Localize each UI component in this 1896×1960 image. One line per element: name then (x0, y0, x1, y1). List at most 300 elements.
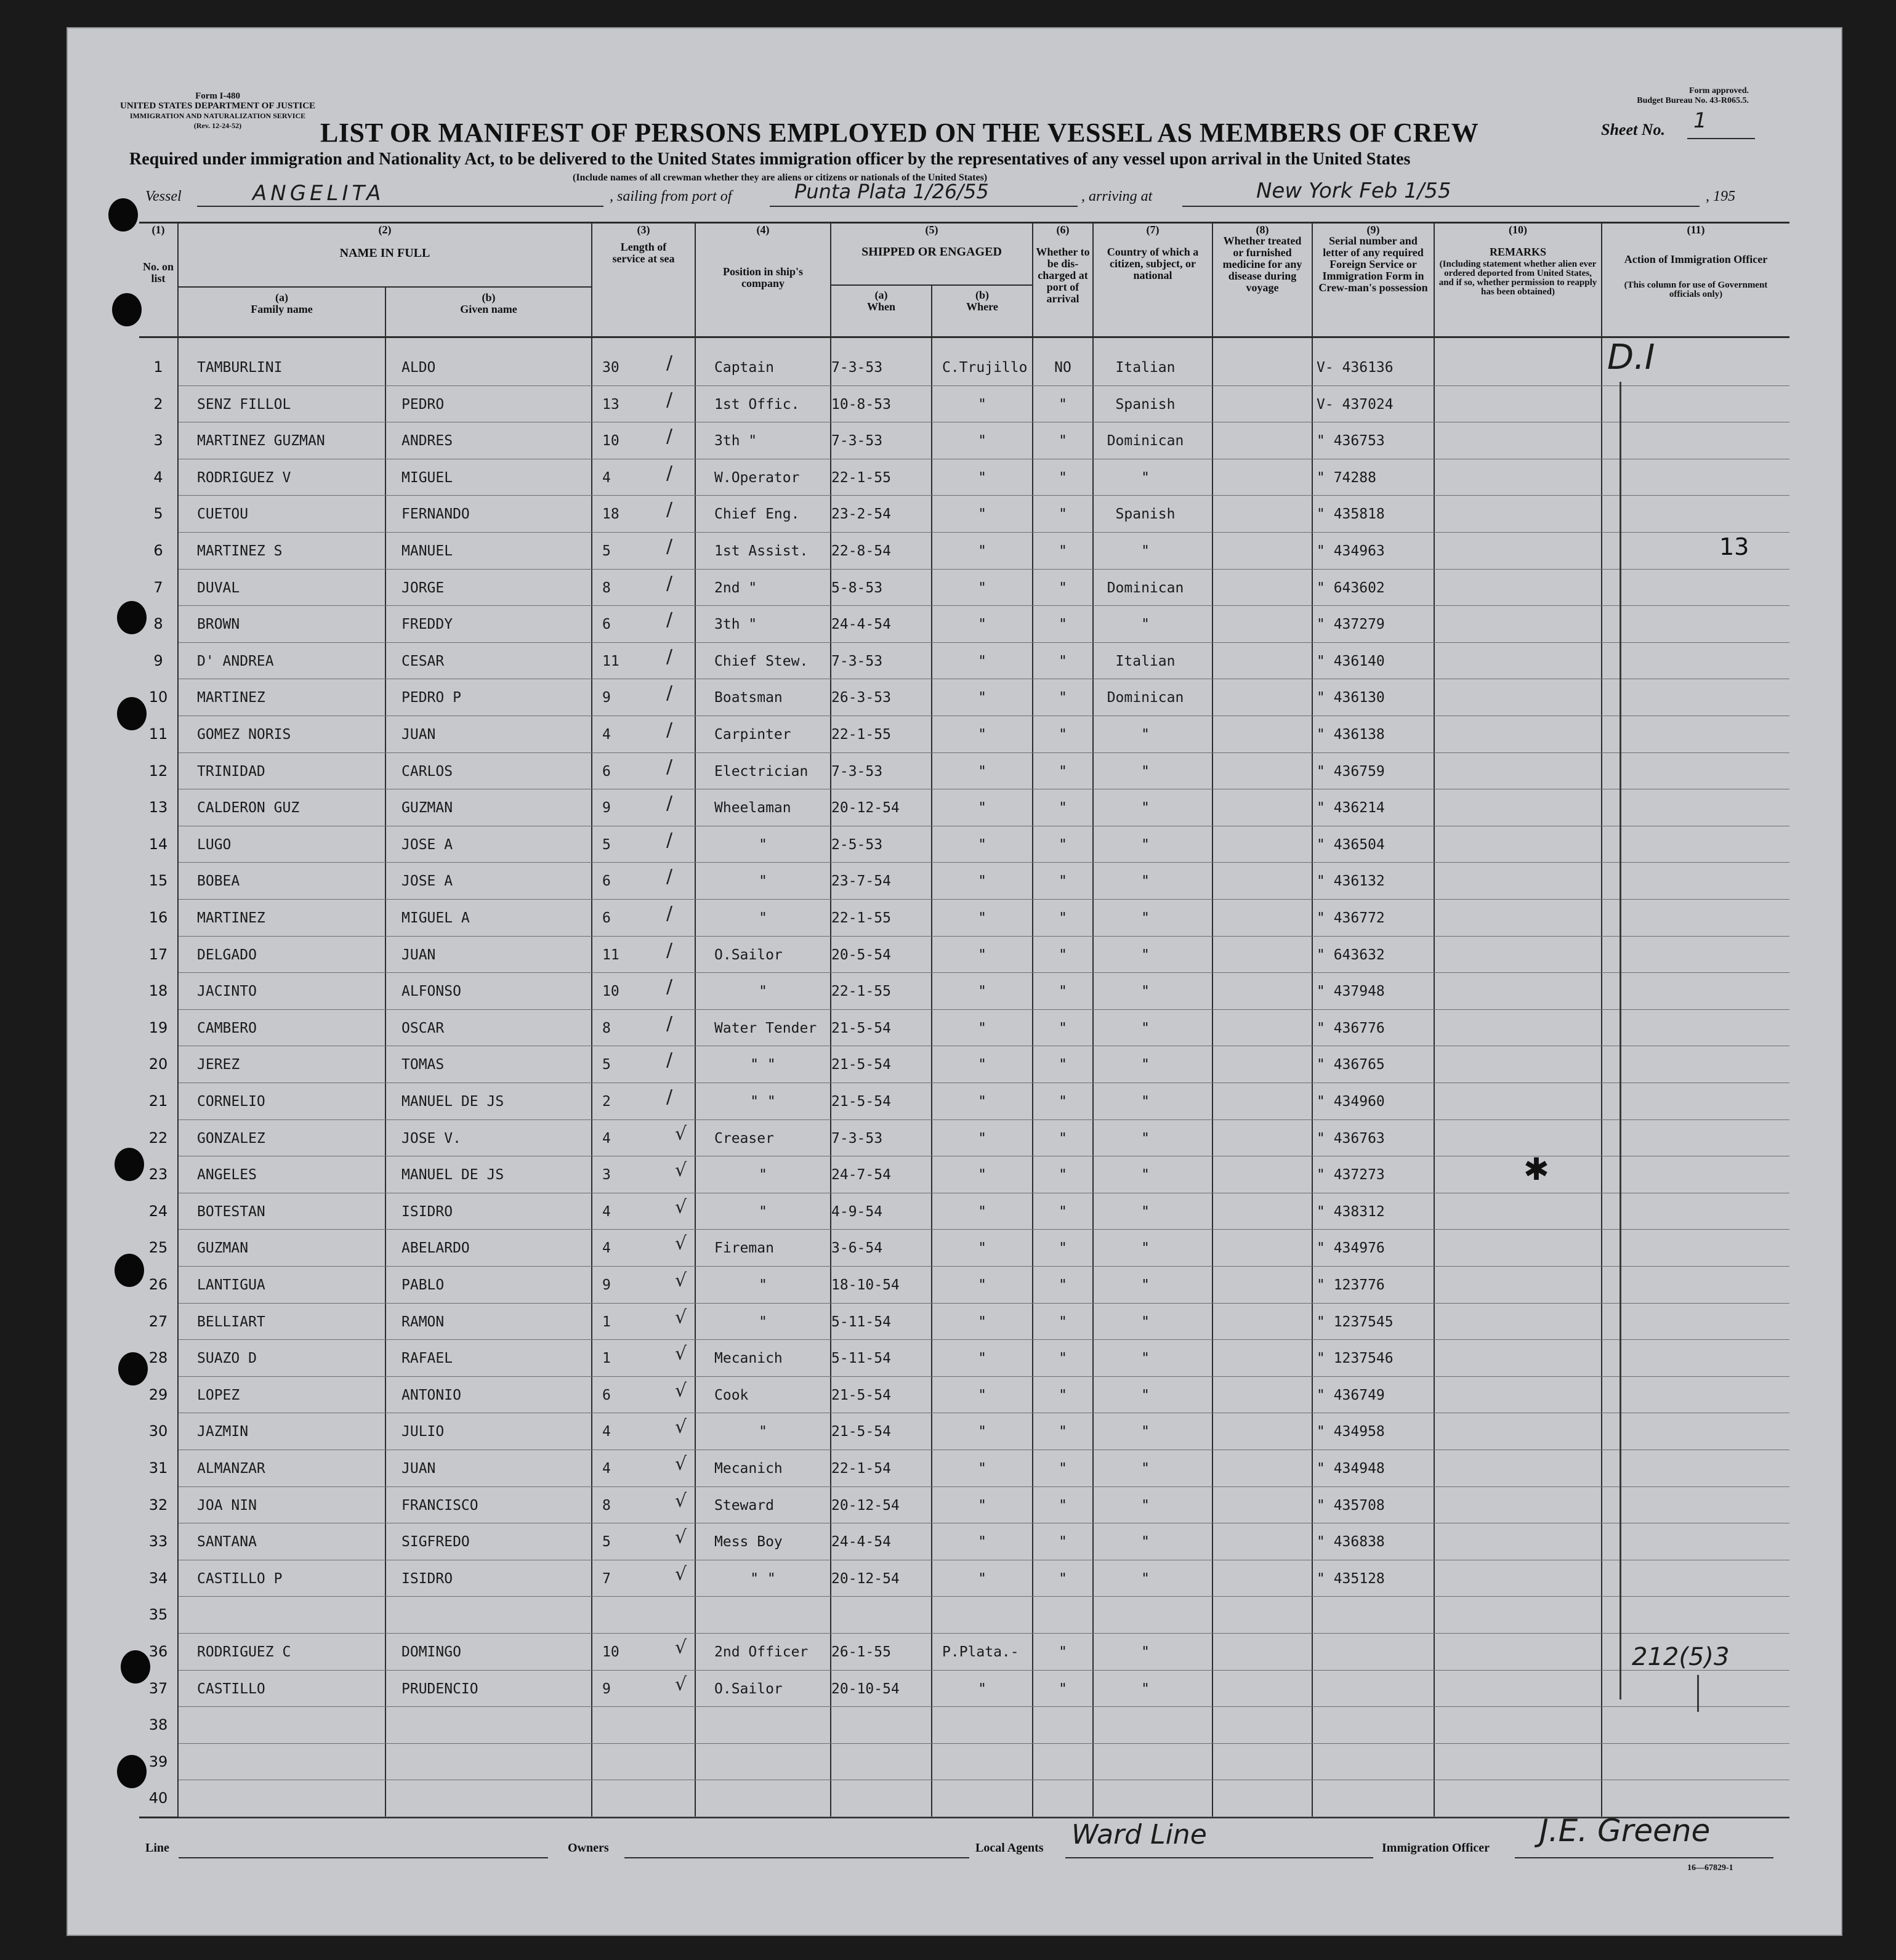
check-mark-icon: √ (675, 1416, 687, 1438)
cell-serial: " 123776 (1317, 1277, 1385, 1293)
col-num: (8) (1256, 224, 1269, 236)
cell-given: DOMINGO (401, 1644, 461, 1660)
cell-when: 7-3-53 (831, 1130, 883, 1147)
cell-given: ALDO (401, 360, 436, 376)
footer-underline (179, 1857, 548, 1858)
cell-dis: " (1059, 1387, 1067, 1403)
cell-len: 1 (602, 1350, 611, 1367)
header-where: (b) Where (966, 289, 998, 313)
check-mark-icon: / (666, 903, 673, 924)
check-mark-icon: / (666, 682, 673, 704)
check-mark-icon: √ (675, 1196, 687, 1218)
cell-where: " (978, 1057, 986, 1073)
check-mark-icon: √ (675, 1453, 687, 1475)
header-action-note: (This column for use of Government officials only) (1624, 280, 1768, 299)
cell-family: JACINTO (197, 983, 257, 1000)
cell-dis: " (1059, 396, 1067, 413)
row-rule (179, 385, 1789, 386)
check-mark-icon: √ (675, 1270, 687, 1291)
cell-given: CARLOS (401, 763, 453, 780)
check-mark-icon: / (666, 425, 673, 448)
cell-where: " (978, 1020, 986, 1036)
punch-hole (108, 198, 138, 232)
row-number: 17 (148, 945, 168, 963)
cell-serial: " 436753 (1317, 433, 1385, 450)
cell-country: " (1141, 1534, 1150, 1551)
cell-country: " (1141, 873, 1150, 890)
cell-when: 20-12-54 (831, 1570, 900, 1587)
cell-family: RODRIGUEZ V (197, 469, 291, 486)
header-length-of-service: Length of service at sea (612, 241, 675, 265)
action-annotation: 212(5)3 (1632, 1643, 1730, 1671)
cell-when: 24-4-54 (831, 1534, 891, 1551)
cell-pos: " " (750, 1570, 776, 1587)
cell-when: 24-4-54 (831, 616, 891, 633)
check-mark-icon: √ (675, 1343, 687, 1365)
row-rule (179, 1486, 1789, 1487)
cell-family: CAMBERO (197, 1020, 257, 1036)
cell-dis: " (1059, 1497, 1067, 1514)
cell-dis: " (1059, 653, 1067, 669)
cell-country: " (1141, 1680, 1150, 1697)
cell-when: 21-5-54 (831, 1387, 891, 1403)
sheet-label: Sheet No. (1601, 121, 1665, 139)
check-mark-icon: √ (675, 1233, 687, 1255)
col-divider (1434, 222, 1435, 1818)
cell-given: RAFAEL (401, 1350, 453, 1367)
cell-dis: " (1059, 946, 1067, 963)
cell-country: " (1141, 1057, 1150, 1073)
row-rule (179, 1743, 1789, 1744)
cell-when: 20-12-54 (831, 800, 900, 817)
cell-given: MIGUEL (401, 469, 453, 486)
cell-country: " (1141, 910, 1150, 926)
cell-pos: Electrician (714, 763, 809, 780)
action-bracket-line (1620, 382, 1621, 1700)
check-mark-icon: / (666, 609, 673, 631)
check-mark-icon: / (666, 939, 673, 961)
cell-given: ANTONIO (401, 1387, 461, 1403)
check-mark-icon: √ (675, 1673, 687, 1695)
cell-len: 5 (602, 1534, 611, 1551)
cell-pos: Cook (714, 1387, 749, 1403)
footer-agents-value: Ward Line (1071, 1819, 1207, 1850)
cell-family: CALDERON GUZ (197, 800, 300, 817)
cell-given: PABLO (401, 1277, 445, 1293)
cell-len: 9 (602, 1680, 611, 1697)
row-number: 19 (148, 1018, 168, 1036)
cell-pos: " " (750, 1094, 776, 1110)
cell-serial: " 436130 (1317, 690, 1385, 706)
cell-when: 20-12-54 (831, 1497, 900, 1514)
cell-where: " (978, 396, 986, 413)
cell-country: " (1141, 800, 1150, 817)
vessel-label: Vessel (145, 188, 182, 204)
cell-serial: V- 437024 (1317, 396, 1394, 413)
check-mark-icon: √ (675, 1563, 687, 1585)
action-count: 13 (1719, 533, 1749, 560)
cell-where: " (978, 1387, 986, 1403)
footer-line-label: Line (145, 1841, 169, 1855)
cell-where: " (978, 1167, 986, 1184)
cell-given: CESAR (401, 653, 445, 669)
row-number: 10 (148, 688, 168, 706)
cell-where: " (978, 1277, 986, 1293)
cell-len: 3 (602, 1167, 611, 1184)
cell-where: " (978, 543, 986, 559)
row-rule (179, 1633, 1789, 1634)
cell-family: GUZMAN (197, 1240, 249, 1257)
cell-given: TOMAS (401, 1057, 445, 1073)
row-rule (179, 899, 1789, 900)
arriving-underline (1182, 206, 1700, 207)
cell-len: 6 (602, 1387, 611, 1403)
footer-officer-label: Immigration Officer (1382, 1841, 1490, 1855)
cell-dis: " (1059, 873, 1067, 890)
cell-dis: " (1059, 690, 1067, 706)
cell-given: JUAN (401, 727, 436, 743)
cell-family: JOA NIN (197, 1497, 257, 1514)
cell-country: " (1141, 836, 1150, 853)
ink-blot: ✱ (1523, 1151, 1549, 1187)
form-identifier: Form I-480 UNITED STATES DEPARTMENT OF JUSTICE IMMIGRATION AND NATURALIZATION SERVICE (Rev. 12-24-52) (120, 91, 316, 130)
cell-family: GOMEZ NORIS (197, 727, 291, 743)
cell-country: " (1141, 1387, 1150, 1403)
cell-family: BOBEA (197, 873, 240, 890)
cell-pos: Mecanich (714, 1350, 783, 1367)
cell-dis: " (1059, 727, 1067, 743)
cell-serial: " 434963 (1317, 543, 1385, 559)
cell-when: 18-10-54 (831, 1277, 900, 1293)
cell-family: BOTESTAN (197, 1203, 265, 1220)
row-number: 29 (148, 1385, 168, 1403)
header-country: Country of which a citizen, subject, or national (1107, 246, 1199, 281)
cell-where: " (978, 763, 986, 780)
cell-dis: " (1059, 1094, 1067, 1110)
cell-serial: " 74288 (1317, 469, 1376, 486)
check-mark-icon: / (666, 536, 673, 557)
cell-serial: " 435708 (1317, 1497, 1385, 1514)
cell-given: ABELARDO (401, 1240, 470, 1257)
cell-country: " (1141, 1020, 1150, 1036)
cell-len: 10 (602, 983, 619, 1000)
cell-serial: " 436140 (1317, 653, 1385, 669)
row-rule (179, 862, 1789, 863)
col-num: (7) (1146, 224, 1160, 236)
cell-len: 4 (602, 1203, 611, 1220)
col-divider (1601, 222, 1602, 1818)
cell-len: 4 (602, 1461, 611, 1477)
cell-family: MARTINEZ GUZMAN (197, 433, 325, 450)
cell-where: " (978, 800, 986, 817)
cell-family: JAZMIN (197, 1424, 249, 1440)
cell-family: LUGO (197, 836, 232, 853)
cell-dis: " (1059, 1313, 1067, 1330)
cell-given: PEDRO (401, 396, 445, 413)
cell-serial: " 434960 (1317, 1094, 1385, 1110)
cell-when: 23-2-54 (831, 506, 891, 523)
cell-given: JUAN (401, 946, 436, 963)
cell-len: 9 (602, 800, 611, 817)
row-number: 16 (148, 909, 168, 926)
cell-where: " (978, 836, 986, 853)
cell-len: 18 (602, 506, 619, 523)
cell-serial: " 434976 (1317, 1240, 1385, 1257)
cell-given: MANUEL (401, 543, 453, 559)
row-rule (179, 495, 1789, 496)
cell-country: " (1141, 1277, 1150, 1293)
cell-where: " (978, 1534, 986, 1551)
cell-given: JOSE A (401, 873, 453, 890)
cell-pos: O.Sailor (714, 1680, 783, 1697)
cell-pos: " (759, 983, 767, 1000)
check-mark-icon: / (666, 389, 673, 411)
cell-serial: " 437273 (1317, 1167, 1385, 1184)
cell-family: CASTILLO (197, 1680, 265, 1697)
cell-dis: " (1059, 983, 1067, 1000)
cell-where: " (978, 946, 986, 963)
cell-len: 5 (602, 543, 611, 559)
cell-country: " (1141, 543, 1150, 559)
col-divider (1312, 222, 1313, 1818)
cell-given: PRUDENCIO (401, 1680, 478, 1697)
cell-family: SANTANA (197, 1534, 257, 1551)
cell-len: 4 (602, 1240, 611, 1257)
form-subtitle: Required under immigration and Nationality Act, to be delivered to the United States immigration officer by the representatives of any vessel upon arrival in the United States (129, 150, 1411, 169)
check-mark-icon: √ (675, 1159, 687, 1182)
cell-pos: Mecanich (714, 1461, 783, 1477)
arriving-label: , arriving at (1081, 188, 1153, 204)
cell-given: GUZMAN (401, 800, 453, 817)
row-rule (179, 569, 1789, 570)
row-number: 28 (148, 1349, 168, 1367)
cell-when: 7-3-53 (831, 653, 883, 669)
col-num: (2) (378, 224, 392, 236)
cell-given: FERNANDO (401, 506, 470, 523)
cell-country: " (1141, 983, 1150, 1000)
check-mark-icon: / (666, 645, 673, 667)
vessel-name: ANGELITA (252, 181, 385, 206)
cell-when: 7-3-53 (831, 433, 883, 450)
cell-family: TAMBURLINI (197, 360, 283, 376)
cell-family: MARTINEZ (197, 690, 265, 706)
cell-where: " (978, 690, 986, 706)
row-number: 9 (153, 651, 163, 669)
cell-where: " (978, 1313, 986, 1330)
sailing-port: Punta Plata 1/26/55 (794, 180, 989, 203)
cell-country: " (1141, 1313, 1150, 1330)
check-mark-icon: / (666, 352, 673, 374)
cell-len: 2 (602, 1094, 611, 1110)
cell-len: 4 (602, 469, 611, 486)
cell-dis: " (1059, 616, 1067, 633)
cell-len: 6 (602, 873, 611, 890)
cell-family: LOPEZ (197, 1387, 240, 1403)
cell-country: " (1141, 1350, 1150, 1367)
cell-country: " (1141, 727, 1150, 743)
check-mark-icon: / (666, 462, 673, 484)
row-number: 20 (148, 1055, 168, 1073)
cell-when: 22-1-55 (831, 910, 891, 926)
cell-given: FREDDY (401, 616, 453, 633)
cell-family: CUETOU (197, 506, 249, 523)
cell-country: " (1141, 1497, 1150, 1514)
cell-pos: Captain (714, 360, 774, 376)
cell-where: P.Plata.- (942, 1644, 1019, 1660)
header-shipped: SHIPPED OR ENGAGED (861, 245, 1002, 259)
cell-when: 21-5-54 (831, 1020, 891, 1036)
cell-serial: " 1237545 (1317, 1313, 1394, 1330)
cell-len: 4 (602, 1424, 611, 1440)
row-number: 12 (148, 762, 168, 780)
cell-serial: " 434958 (1317, 1424, 1385, 1440)
cell-where: " (978, 873, 986, 890)
cell-dis: " (1059, 763, 1067, 780)
row-number: 32 (148, 1496, 168, 1514)
cell-pos: Carpinter (714, 727, 791, 743)
cell-len: 1 (602, 1313, 611, 1330)
cell-dis: " (1059, 1570, 1067, 1587)
cell-when: 5-11-54 (831, 1313, 891, 1330)
check-mark-icon: / (666, 1012, 673, 1034)
check-mark-icon: √ (675, 1490, 687, 1512)
footer-officer-signature: J.E. Greene (1539, 1813, 1711, 1849)
cell-where: " (978, 469, 986, 486)
cell-given: JULIO (401, 1424, 445, 1440)
row-number: 13 (148, 799, 168, 817)
cell-len: 4 (602, 727, 611, 743)
cell-when: 22-8-54 (831, 543, 891, 559)
col-num: (6) (1056, 224, 1070, 236)
cell-given: JOSE A (401, 836, 453, 853)
cell-pos: " (759, 1313, 767, 1330)
header-medicine: Whether treated or furnished medicine for any disease during voyage (1222, 235, 1302, 294)
cell-family: BROWN (197, 616, 240, 633)
cell-pos: Boatsman (714, 690, 783, 706)
cell-when: 20-10-54 (831, 1680, 900, 1697)
cell-pos: " " (750, 1057, 776, 1073)
cell-when: 7-3-53 (831, 360, 883, 376)
cell-len: 5 (602, 1057, 611, 1073)
check-mark-icon: / (666, 499, 673, 521)
cell-given: ALFONSO (401, 983, 461, 1000)
header-remarks: REMARKS (1489, 246, 1546, 258)
cell-serial: " 436765 (1317, 1057, 1385, 1073)
cell-given: OSCAR (401, 1020, 445, 1036)
cell-serial: " 436838 (1317, 1534, 1385, 1551)
action-mark (1697, 1675, 1699, 1712)
row-number: 6 (153, 542, 163, 559)
footer-underline (1065, 1857, 1373, 1858)
cell-country: Italian (1115, 360, 1176, 376)
col-divider (177, 222, 179, 1818)
cell-dis: " (1059, 469, 1067, 486)
row-number: 23 (148, 1166, 168, 1184)
cell-len: 8 (602, 1020, 611, 1036)
row-rule (179, 752, 1789, 753)
cell-when: 22-1-55 (831, 469, 891, 486)
header-discharged: Whether to be dis-charged at port of arrival (1036, 246, 1090, 305)
vessel-underline (197, 206, 603, 207)
cell-family: SENZ FILLOL (197, 396, 291, 413)
cell-pos: Chief Stew. (714, 653, 809, 669)
cell-pos: " (759, 1277, 767, 1293)
cell-where: " (978, 653, 986, 669)
cell-len: 11 (602, 653, 619, 669)
cell-country: " (1141, 616, 1150, 633)
cell-where: " (978, 910, 986, 926)
cell-len: 11 (602, 946, 619, 963)
cell-serial: " 437948 (1317, 983, 1385, 1000)
row-rule (179, 1266, 1789, 1267)
cell-pos: Steward (714, 1497, 774, 1514)
page-title: LIST OR MANIFEST OF PERSONS EMPLOYED ON THE VESSEL AS MEMBERS OF CREW (320, 118, 1479, 148)
col-num: (10) (1509, 224, 1527, 236)
row-number: 34 (148, 1569, 168, 1587)
cell-dis: " (1059, 1277, 1067, 1293)
cell-pos: Chief Eng. (714, 506, 800, 523)
cell-len: 6 (602, 910, 611, 926)
cell-when: 10-8-53 (831, 396, 891, 413)
cell-dis: " (1059, 433, 1067, 450)
cell-serial: " 436776 (1317, 1020, 1385, 1036)
cell-country: " (1141, 1240, 1150, 1257)
cell-pos: " (759, 910, 767, 926)
cell-where: " (978, 1424, 986, 1440)
header-when: (a) When (866, 289, 895, 313)
header-remarks-note: (Including statement whether alien ever ordered deported from United States, and if so, whether permission to reapply has been obtained) (1438, 259, 1597, 297)
row-number: 38 (148, 1716, 168, 1734)
check-mark-icon: √ (675, 1306, 687, 1328)
cell-len: 6 (602, 616, 611, 633)
check-mark-icon: / (666, 1086, 673, 1108)
footer-underline (624, 1857, 969, 1858)
year-label: , 195 (1706, 188, 1735, 204)
check-mark-icon: / (666, 1049, 673, 1071)
row-rule (179, 936, 1789, 937)
cell-len: 7 (602, 1570, 611, 1587)
row-rule (179, 1596, 1789, 1597)
cell-where: " (978, 579, 986, 596)
check-mark-icon: / (666, 792, 673, 815)
row-number: 8 (153, 615, 163, 633)
cell-where: " (978, 1497, 986, 1514)
cell-pos: 3th " (714, 433, 757, 450)
cell-len: 30 (602, 360, 619, 376)
cell-len: 6 (602, 763, 611, 780)
check-mark-icon: √ (675, 1379, 687, 1401)
cell-country: Dominican (1107, 433, 1184, 450)
cell-country: Dominican (1107, 579, 1184, 596)
cell-when: 3-6-54 (831, 1240, 883, 1257)
cell-dis: " (1059, 800, 1067, 817)
cell-pos: " (759, 1167, 767, 1184)
cell-given: ISIDRO (401, 1203, 453, 1220)
footer-owners-label: Owners (568, 1841, 609, 1855)
cell-when: 5-8-53 (831, 579, 883, 596)
cell-dis: " (1059, 1240, 1067, 1257)
cell-pos: O.Sailor (714, 946, 783, 963)
cell-serial: " 436763 (1317, 1130, 1385, 1147)
cell-country: " (1141, 1167, 1150, 1184)
cell-when: 20-5-54 (831, 946, 891, 963)
cell-dis: " (1059, 1167, 1067, 1184)
cell-when: 24-7-54 (831, 1167, 891, 1184)
cell-where: " (978, 433, 986, 450)
cell-len: 8 (602, 1497, 611, 1514)
cell-country: " (1141, 1203, 1150, 1220)
cell-dis: " (1059, 506, 1067, 523)
